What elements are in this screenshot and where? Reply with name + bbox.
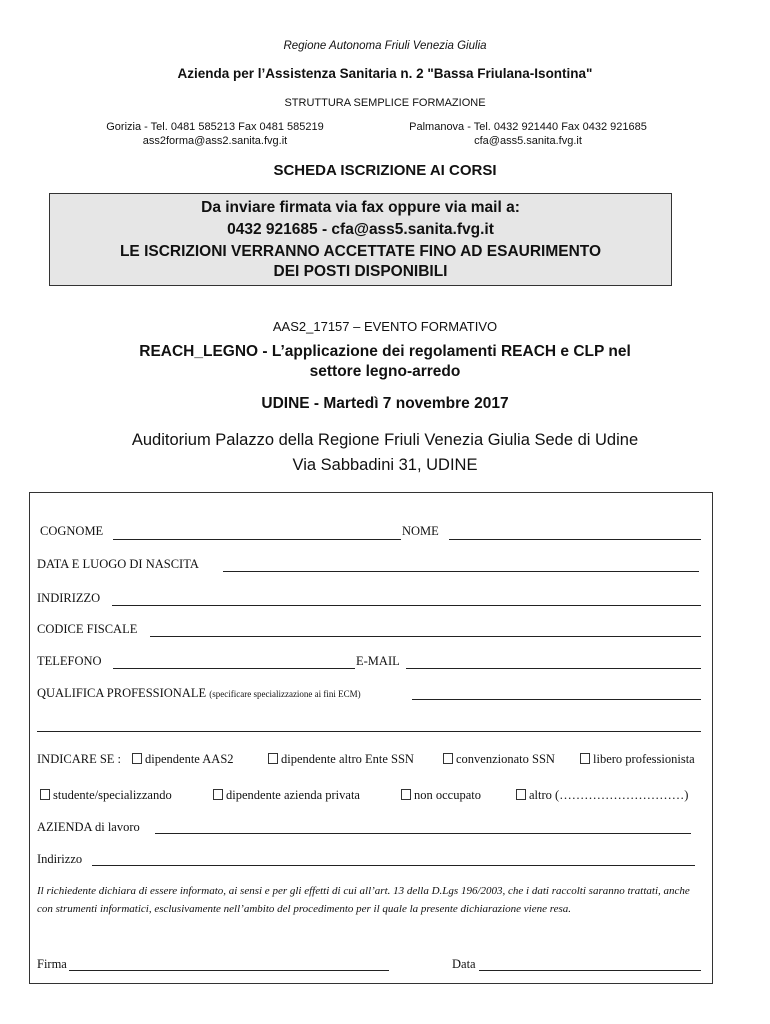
indirizzo2-field[interactable]: [92, 865, 695, 866]
checkbox-icon[interactable]: [213, 789, 223, 800]
option-altro-label: altro (…………………………): [529, 788, 689, 802]
codice-fiscale-field[interactable]: [150, 636, 701, 637]
option-studente-label: studente/specializzando: [53, 788, 172, 802]
checkbox-icon[interactable]: [443, 753, 453, 764]
contact-palmanova-email[interactable]: cfa@ass5.sanita.fvg.it: [474, 135, 582, 147]
telefono-field[interactable]: [113, 668, 355, 669]
nome-field[interactable]: [449, 539, 701, 540]
data-field[interactable]: [479, 970, 701, 971]
data-luogo-field[interactable]: [223, 571, 699, 572]
indirizzo-field[interactable]: [112, 605, 701, 606]
event-date: UDINE - Martedì 7 novembre 2017: [261, 395, 509, 412]
qualifica-field-line2[interactable]: [37, 731, 701, 732]
contact-gorizia: [60, 120, 370, 148]
venue-line1: Auditorium Palazzo della Regione Friuli Venezia Giulia Sede di Udine: [131, 431, 639, 449]
qualifica-text: QUALIFICA PROFESSIONALE: [37, 686, 207, 700]
indirizzo-label: INDIRIZZO: [37, 591, 101, 605]
cognome-label: COGNOME: [40, 524, 104, 538]
struttura-label: STRUTTURA SEMPLICE FORMAZIONE: [284, 97, 486, 109]
option-dipendente-aas2[interactable]: [132, 752, 234, 767]
contact-gorizia-email[interactable]: ass2forma@ass2.sanita.fvg.it: [142, 135, 288, 147]
indirizzo2-label: Indirizzo: [37, 852, 83, 866]
option-convenzionato-label: convenzionato SSN: [456, 752, 555, 766]
privacy-disclaimer: Il richiedente dichiara di essere informato, ai sensi e per gli effetti di cui all’art. 13 della D.Lgs 196/2003, che i dati raccolti saranno trattati, anche con strumenti informatici, esclusivamente nell’ambito del procedimento per il quale la presente dichiarazione viene resa.: [37, 885, 690, 915]
email-field[interactable]: [406, 668, 701, 669]
checkbox-icon[interactable]: [516, 789, 526, 800]
azienda-lavoro-label: [37, 820, 140, 835]
notice-line-deadline-2: DEI POSTI DISPONIBILI: [273, 263, 448, 280]
cognome-field[interactable]: [113, 539, 401, 540]
event-venue: [0, 428, 770, 478]
checkbox-icon[interactable]: [132, 753, 142, 764]
checkbox-icon[interactable]: [40, 789, 50, 800]
event-code: AAS2_17157 – EVENTO FORMATIVO: [272, 319, 498, 334]
option-studente[interactable]: [40, 788, 172, 803]
data-luogo-label: DATA E LUOGO DI NASCITA: [37, 557, 199, 571]
option-non-occupato-label: non occupato: [414, 788, 481, 802]
option-libero-label: libero professionista: [593, 752, 695, 766]
azienda-lavoro-bold: AZIENDA: [37, 820, 92, 834]
course-title-line2: settore legno-arredo: [309, 363, 461, 380]
checkbox-icon[interactable]: [401, 789, 411, 800]
option-altro[interactable]: [516, 788, 688, 803]
notice-line-contacts: 0432 921685 - cfa@ass5.sanita.fvg.it: [227, 221, 494, 238]
option-libero-professionista[interactable]: [580, 752, 695, 767]
nome-label: NOME: [402, 524, 439, 538]
contact-palmanova-phone: Palmanova - Tel. 0432 921440 Fax 0432 921685: [409, 121, 647, 133]
checkbox-icon[interactable]: [268, 753, 278, 764]
option-dipendente-altro-label: dipendente altro Ente SSN: [281, 752, 414, 766]
course-title: [0, 342, 770, 382]
contact-palmanova: [378, 120, 678, 148]
codice-fiscale-label: CODICE FISCALE: [37, 622, 138, 636]
option-non-occupato[interactable]: [401, 788, 481, 803]
notice-line-send: Da inviare firmata via fax oppure via mail a:: [201, 199, 520, 216]
option-convenzionato[interactable]: [443, 752, 555, 767]
qualifica-label: [37, 686, 361, 701]
qualifica-field[interactable]: [412, 699, 701, 700]
course-title-line1: REACH_LEGNO - L’applicazione dei regolamenti REACH e CLP nel: [139, 343, 631, 360]
indicare-label: INDICARE SE :: [37, 752, 122, 766]
option-dipendente-privata-label: dipendente azienda privata: [226, 788, 360, 802]
notice-line-deadline: LE ISCRIZIONI VERRANNO ACCETTATE FINO AD ESAURIMENTO: [119, 243, 602, 260]
email-label: E-MAIL: [356, 654, 400, 668]
azienda-lavoro-field[interactable]: [155, 833, 691, 834]
firma-label: Firma: [37, 957, 67, 971]
telefono-label: TELEFONO: [37, 654, 102, 668]
qualifica-note: (specificare specializzazione ai fini ECM): [209, 689, 361, 699]
contact-gorizia-phone: Gorizia - Tel. 0481 585213 Fax 0481 585219: [106, 121, 324, 133]
venue-line2: Via Sabbadini 31, UDINE: [292, 456, 478, 474]
region-name: Regione Autonoma Friuli Venezia Giulia: [283, 40, 487, 52]
option-dipendente-aas2-label: dipendente AAS2: [145, 752, 234, 766]
azienda-name: Azienda per l’Assistenza Sanitaria n. 2 "Bassa Friulana-Isontina": [177, 66, 593, 81]
firma-field[interactable]: [69, 970, 389, 971]
page-title: SCHEDA ISCRIZIONE AI CORSI: [273, 162, 497, 179]
option-dipendente-altro-ente[interactable]: [268, 752, 414, 767]
data-label: Data: [452, 957, 476, 971]
checkbox-icon[interactable]: [580, 753, 590, 764]
notice-box: [49, 193, 672, 286]
option-dipendente-privata[interactable]: [213, 788, 360, 803]
azienda-lavoro-rest: di lavoro: [91, 820, 140, 834]
